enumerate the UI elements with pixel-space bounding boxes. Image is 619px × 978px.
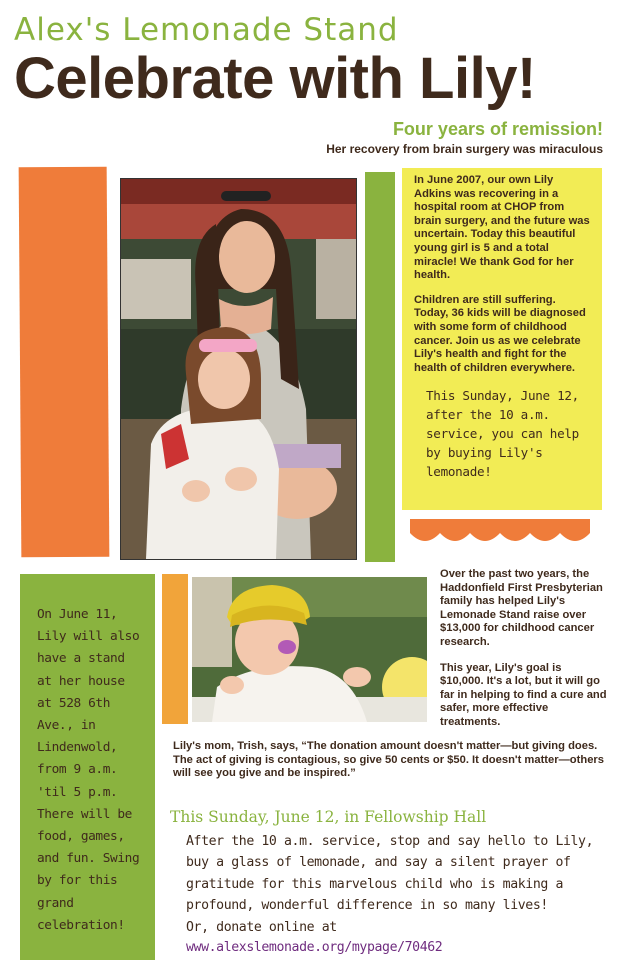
home-stand-card xyxy=(20,574,155,960)
sub-subheadline: Her recovery from brain surgery was miraculous xyxy=(326,142,603,156)
brand-title: Alex's Lemonade Stand xyxy=(14,12,399,48)
fundraising-paragraph-1: Over the past two years, the Haddonfield First Presbyterian family has helped Lily's Lemonade Stand raise over $13,000 for childhood cancer research. xyxy=(440,568,603,648)
donate-link[interactable]: www.alexslemonade.org/mypage/70462 xyxy=(186,940,443,956)
story-paragraph-2: Children are still suffering. Today, 36 kids will be diagnosed with some form of childhood cancer. Join us as we celebrate Lily's health and fight for the health of children everywhere. xyxy=(414,293,586,374)
green-decor-bar xyxy=(365,172,395,562)
subheadline: Four years of remission! xyxy=(392,119,603,139)
story-paragraph-1: In June 2007, our own Lily Adkins was recovering in a hospital room at CHOP from brain surgery, and the future was uncertain. Today this beautiful young girl is 5 and a total miracle! We thank God for her health. xyxy=(414,174,590,282)
event-title: This Sunday, June 12, in Fellowship Hall xyxy=(170,808,487,826)
home-stand-text: On June 11, Lily will also have a stand at her house at 528 6th Ave., in Lindenwold, from 9 a.m. 'til 5 p.m. There will be food, games, and fun. Swing by for this grand celebration! xyxy=(37,607,140,933)
orange-decor-small xyxy=(162,574,188,724)
donate-text: Or, donate online at xyxy=(186,919,337,935)
orange-scallop-decor xyxy=(410,519,590,545)
photo-lily-face-paint xyxy=(192,577,427,722)
orange-decor-bar xyxy=(19,167,110,558)
mom-quote: Lily's mom, Trish, says, “The donation amount doesn't matter—but giving does. The act of giving is contagious, so give 50 cents or $50. It doesn't matter—others will see you give and be inspired.” xyxy=(173,740,604,780)
event-details xyxy=(186,831,604,956)
event-body: After the 10 a.m. service, stop and say hello to Lily, buy a glass of lemonade, and say a silent prayer of gratitude for this marvelous child who is making a profound, wonderful difference in so many lives! xyxy=(186,834,594,914)
fundraising-column xyxy=(440,568,608,742)
headline: Celebrate with Lily! xyxy=(14,46,536,111)
story-card xyxy=(402,168,602,510)
fundraising-paragraph-2: This year, Lily's goal is $10,000. It's a lot, but it will go far in helping to find a cure and safer, more effective treatments. xyxy=(440,661,607,728)
sunday-callout: This Sunday, June 12, after the 10 a.m. service, you can help by buying Lily's lemonade! xyxy=(426,388,579,480)
photo-lily-and-mom xyxy=(120,178,357,560)
